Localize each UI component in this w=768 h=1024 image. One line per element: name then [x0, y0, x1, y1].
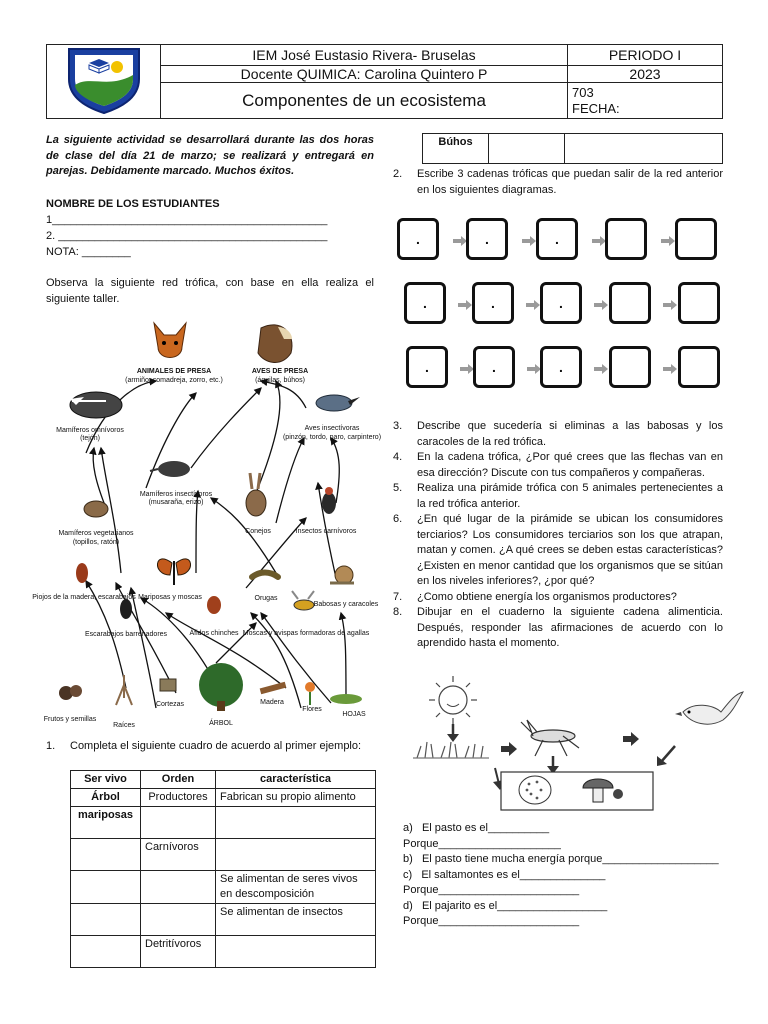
question-2-number: 2.: [393, 168, 403, 180]
arrow-right-icon: [522, 236, 536, 246]
wasp-icon: [292, 591, 314, 610]
beetle-icon: [322, 487, 336, 514]
question-2-body: Escribe 3 cadenas tróficas que puedan salir de la red anterior en los siguientes diagramas.: [417, 168, 723, 196]
label-birds-prey-sub: (águilas, búhos): [255, 377, 305, 384]
grade-date-cell: [568, 83, 723, 119]
arrow-down-left-icon: [657, 746, 675, 766]
question-8: [393, 605, 723, 652]
box-mark: .: [423, 295, 427, 311]
arrow-right-icon: [501, 742, 517, 756]
chain-box[interactable]: [605, 218, 647, 260]
chain-box[interactable]: [540, 346, 582, 388]
caterpillar-icon: [252, 573, 278, 578]
label-predators: ANIMALES DE PRESA: [136, 368, 212, 375]
food-chain-figure: [403, 672, 745, 816]
table-cell: Se alimentan de insectos: [216, 904, 376, 936]
box-mark: .: [555, 231, 559, 247]
answer-d[interactable]: [403, 899, 723, 915]
arrow-right-icon: [458, 300, 472, 310]
grass-icon: [413, 742, 489, 758]
table-header-cell: Ser vivo: [71, 771, 141, 789]
arrow-right-icon: [594, 364, 608, 374]
food-chain-drawing: [403, 672, 745, 816]
question-6: [393, 512, 723, 590]
chain-box[interactable]: [397, 218, 439, 260]
table-row: [423, 134, 723, 164]
label-fruits: Frutos y semillas: [43, 716, 97, 723]
arrow-right-icon: [663, 300, 677, 310]
chain-box[interactable]: [609, 282, 651, 324]
chain-box[interactable]: [466, 218, 508, 260]
question-1-number: 1.: [46, 740, 56, 752]
question-4: [393, 450, 723, 481]
arrow-right-icon: [594, 300, 608, 310]
fox-icon: [154, 323, 186, 358]
table-cell[interactable]: [141, 807, 216, 839]
wood-icon: [260, 682, 287, 695]
label-flowers: Flores: [302, 706, 322, 713]
teacher-name: Docente QUIMICA: Carolina Quintero P: [161, 65, 568, 82]
chain-box[interactable]: [404, 282, 446, 324]
period-label: PERIODO I: [568, 45, 723, 66]
answer-d-because[interactable]: Porque_______________________: [403, 915, 580, 927]
question-body: Realiza una pirámide trófica con 5 animales pertenecientes a la red trófica anterior.: [417, 482, 723, 510]
sun-icon: [429, 676, 477, 724]
arrow-right-icon: [460, 364, 474, 374]
chain-box[interactable]: [609, 346, 651, 388]
label-roots: Raíces: [113, 722, 135, 729]
label-rabbits: Conejos: [245, 528, 271, 535]
header-table: [46, 44, 723, 116]
eagle-icon: [258, 325, 292, 363]
question-number: 3.: [393, 420, 403, 432]
label-predators-sub: (armiño, comadreja, zorro, etc.): [125, 377, 223, 384]
arrow-right-icon: [526, 300, 540, 310]
question-body: ¿En qué lugar de la pirámide se ubican los consumidores terciarios? Los consumidores terciarios son los que atrapan, matan y comen. ¿A qué crees se deben estas características? ¿Existen en menor cantidad que los organismos que se sitúan en los niveles inferiores?, ¿por qué?: [417, 513, 723, 587]
table-cell[interactable]: [71, 936, 141, 968]
label-aphids: Áfidos chinches: [189, 630, 239, 637]
box-mark: .: [491, 295, 495, 311]
label-birds-prey: AVES DE PRESA: [251, 368, 309, 375]
arrow-right-icon: [453, 236, 467, 246]
food-web-diagram: [32, 313, 382, 737]
table-row: [71, 789, 376, 807]
label-bark: Cortezas: [155, 701, 185, 708]
answer-c-text: El saltamontes es el______________: [421, 868, 606, 881]
instructions-text: La siguiente actividad se desarrollará durante las dos horas de clase del día 21 de marzo; se realizará y entregará en parejas. Debidamente marcado. Muchos éxitos.: [46, 134, 374, 177]
question-body: Describe que sucedería si eliminas a las babosas y los caracoles de la red trófica.: [417, 420, 723, 448]
question-5: [393, 481, 723, 512]
label-tree: ÁRBOL: [209, 720, 233, 727]
label-insect-mammals: Mamíferos insectívoros: [139, 491, 213, 498]
student-line-2: 2. ____________________________________________: [46, 230, 328, 242]
answer-a-because[interactable]: Porque____________________: [403, 837, 561, 850]
table-row: [71, 839, 376, 871]
answer-c[interactable]: [403, 868, 723, 884]
badger-icon: [70, 392, 122, 418]
table-row: [71, 871, 376, 904]
mouse-icon: [84, 501, 108, 517]
table-cell: Carnívoros: [141, 839, 216, 871]
box-mark: .: [416, 231, 420, 247]
table-header-cell: característica: [216, 771, 376, 789]
question-number: 6.: [393, 513, 403, 525]
chain-box[interactable]: [678, 282, 720, 324]
label-veg-mammals-sub: (topillos, ratón): [72, 539, 120, 546]
label-wood: Madera: [260, 699, 284, 706]
table-header-cell: Orden: [141, 771, 216, 789]
box-mark: .: [559, 359, 563, 375]
chain-box[interactable]: [536, 218, 578, 260]
student-line-1: 1_____________________________________________: [46, 214, 328, 226]
question-body: ¿Como obtiene energía los organismos productores?: [417, 590, 677, 603]
flower-icon: [305, 682, 315, 705]
grade-line: NOTA: ________: [46, 246, 131, 258]
table-cell[interactable]: [489, 134, 565, 164]
arrow-right-icon: [623, 732, 639, 746]
small-bird-icon: [316, 395, 360, 411]
chain-box[interactable]: [472, 282, 514, 324]
table-cell[interactable]: [565, 134, 723, 164]
table-cell[interactable]: [71, 839, 141, 871]
answer-a[interactable]: [403, 821, 723, 837]
answer-label: b): [403, 853, 413, 865]
year-label: 2023: [568, 65, 723, 82]
label-veg-mammals: Mamíferos vegetarianos: [58, 530, 134, 537]
question-body: Dibujar en el cuaderno la siguiente cadena alimenticia. Después, responder las afirmaciones de acuerdo con lo aprendido hasta el momento.: [417, 606, 723, 649]
table-continuation: [422, 133, 723, 164]
answer-b[interactable]: [403, 852, 723, 868]
woodlouse-icon: [76, 563, 88, 583]
answer-label: a): [403, 822, 413, 834]
question-number: 4.: [393, 451, 403, 463]
question-1-text: [46, 739, 374, 755]
butterfly-icon: [157, 559, 190, 585]
students-label: NOMBRE DE LOS ESTUDIANTES: [46, 198, 220, 210]
question-3: [393, 419, 723, 450]
table-cell: Búhos: [423, 134, 489, 164]
table-cell[interactable]: [141, 871, 216, 904]
box-mark: .: [492, 359, 496, 375]
page-title: Componentes de un ecosistema: [161, 83, 568, 119]
school-logo-cell: [47, 45, 161, 119]
chain-box[interactable]: [678, 346, 720, 388]
question-2: [393, 167, 723, 198]
food-web-figure: [32, 313, 382, 737]
label-insect-birds: Aves insectívoras: [304, 425, 360, 432]
label-butterflies: Mariposas y moscas: [138, 594, 202, 601]
table-header-row: [71, 771, 376, 789]
table-cell[interactable]: [216, 936, 376, 968]
arrow-down-icon: [547, 756, 559, 774]
arrow-right-icon: [663, 364, 677, 374]
table-cell: mariposas: [71, 807, 141, 839]
table-row: [71, 807, 376, 839]
chain-box[interactable]: [540, 282, 582, 324]
trophic-chain-diagrams: [397, 218, 732, 390]
aphid-icon: [207, 596, 221, 614]
tree-icon: [199, 663, 243, 711]
label-beetles: Escarabajos barrenadores: [84, 631, 168, 638]
school-shield-logo: [61, 45, 147, 115]
grasshopper-icon: [521, 720, 579, 756]
table-cell: Fabrican su propio alimento: [216, 789, 376, 807]
grade-label: 703: [572, 84, 594, 100]
date-label: FECHA:: [572, 100, 620, 116]
table-row: [71, 904, 376, 936]
sun-arrow-icon: [447, 724, 459, 742]
bark-icon: [160, 679, 176, 691]
answer-d-text: El pajarito es el__________________: [421, 899, 608, 912]
observe-text: Observa la siguiente red trófica, con base en ella realiza el siguiente taller.: [46, 277, 374, 305]
rabbit-icon: [246, 473, 266, 516]
arrow-right-icon: [661, 236, 675, 246]
chain-box[interactable]: [473, 346, 515, 388]
answer-label: c): [403, 868, 413, 881]
question-body: En la cadena trófica, ¿Por qué crees que las flechas van en esa dirección? Discute con tus compañeros y compañeras.: [417, 451, 723, 479]
table-cell[interactable]: [141, 904, 216, 936]
label-lice: Piojos de la madera, escarabajos: [32, 594, 136, 601]
label-leaves: HOJAS: [342, 711, 366, 718]
question-1-table: [70, 770, 376, 968]
school-name: IEM José Eustasio Rivera- Bruselas: [161, 45, 568, 66]
table-cell[interactable]: [71, 871, 141, 904]
label-insect-birds-sub: (pinzón, tordo, paro, carpintero): [282, 434, 382, 441]
question-number: 8.: [393, 606, 403, 618]
seeds-icon: [59, 685, 82, 700]
label-slugs: Babosas y caracoles: [313, 601, 379, 608]
label-insect-mammals-sub: (musaraña, erizo): [148, 499, 204, 506]
answer-c-because[interactable]: Porque_______________________: [403, 884, 580, 896]
chain-box[interactable]: [406, 346, 448, 388]
bird-icon: [675, 692, 743, 724]
answer-a-text: El pasto es el__________: [421, 822, 550, 834]
table-cell: Detritívoros: [141, 936, 216, 968]
answers-block: [403, 821, 723, 930]
table-row: [71, 936, 376, 968]
table-cell[interactable]: [71, 904, 141, 936]
label-caterpillars: Orugas: [254, 595, 278, 602]
box-mark: .: [425, 359, 429, 375]
question-number: 5.: [393, 482, 403, 494]
question-list: [393, 419, 723, 652]
box-mark: .: [485, 231, 489, 247]
label-flies: Moscas y avispas formadoras de agallas: [242, 630, 370, 637]
table-cell[interactable]: [216, 807, 376, 839]
arrow-right-icon: [527, 364, 541, 374]
label-omnivores: Mamíferos omnívoros: [56, 427, 124, 434]
question-2-text: [393, 167, 723, 198]
box-mark: .: [559, 295, 563, 311]
table-cell[interactable]: [216, 839, 376, 871]
question-7: [393, 590, 723, 606]
leaves-icon: [330, 694, 362, 704]
table-cell: Productores: [141, 789, 216, 807]
answer-b-text: El pasto tiene mucha energía porque___________________: [421, 853, 719, 865]
question-1: [46, 739, 374, 755]
chain-box[interactable]: [675, 218, 717, 260]
question-number: 7.: [393, 590, 403, 603]
table-cell: Se alimentan de seres vivos en descomposición: [216, 871, 376, 904]
bacteria-icon: [519, 776, 551, 804]
table-cell: Árbol: [71, 789, 141, 807]
answer-label: d): [403, 899, 413, 912]
arrow-right-icon: [592, 236, 606, 246]
question-1-body: Completa el siguiente cuadro de acuerdo al primer ejemplo:: [70, 740, 362, 752]
label-carn-insects: Insectos carnívoros: [295, 528, 357, 535]
bark-beetle-icon: [120, 599, 132, 619]
label-omnivores-sub: (tejón): [80, 435, 100, 442]
roots-icon: [116, 675, 132, 705]
